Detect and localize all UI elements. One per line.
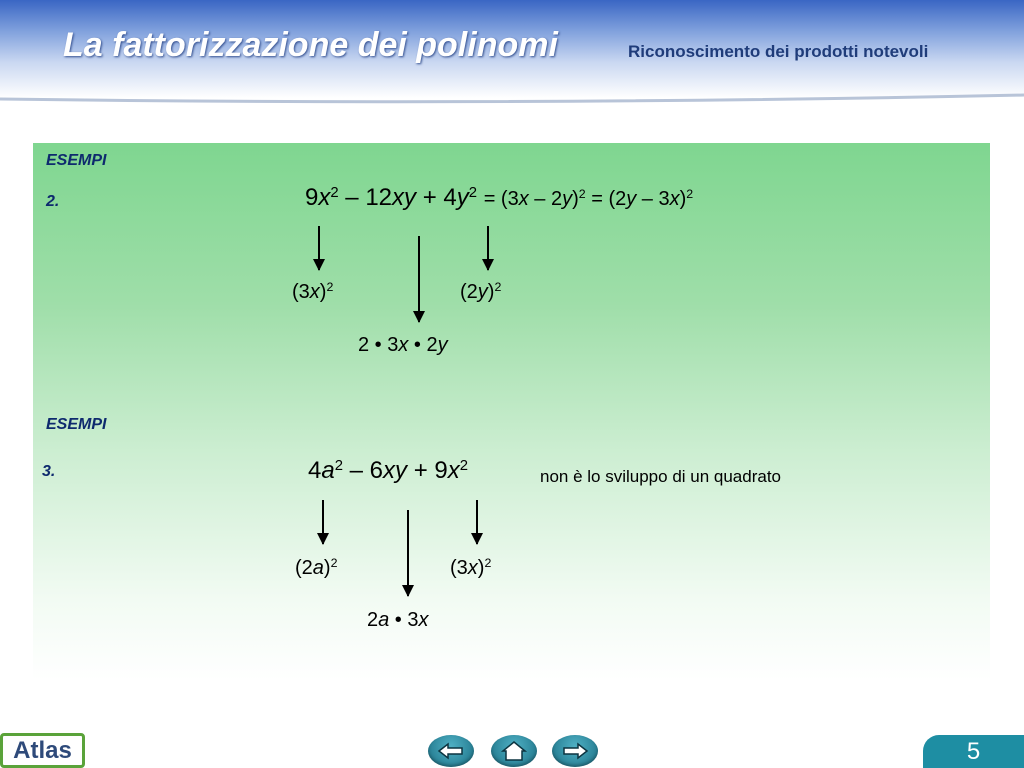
page-number: 5 xyxy=(923,735,1024,768)
atlas-logo: Atlas xyxy=(0,733,85,768)
example-3-note: non è lo sviluppo di un quadrato xyxy=(540,467,782,486)
slide-subtitle: Riconoscimento dei prodotti notevoli xyxy=(628,42,929,61)
example-3-term-right: $(3x)^2$ xyxy=(450,556,492,579)
arrow-right-icon xyxy=(552,735,598,767)
example-3-number: 3. xyxy=(42,463,56,480)
example-2-expression: $9x^2 - 12xy + 4y^2 = (3x - 2y)^2 = (2y - 3x)^2$ xyxy=(305,184,694,211)
example-2-term-left: $(3x)^2$ xyxy=(292,280,334,303)
arrow-left-icon xyxy=(428,735,474,767)
example-2-number: 2. xyxy=(46,193,60,210)
example-3-expression: $4a^2 - 6xy + 9x^2$ xyxy=(308,457,469,484)
header-divider xyxy=(0,93,1024,107)
prev-button[interactable] xyxy=(428,735,474,767)
slide-header xyxy=(0,0,1024,100)
example-2-term-middle: 2 • 3x • 2y xyxy=(358,334,448,356)
home-icon xyxy=(491,735,537,767)
example-2-term-right: $(2y)^2$ xyxy=(460,280,502,303)
home-button[interactable] xyxy=(491,735,537,767)
next-button[interactable] xyxy=(552,735,598,767)
example-2-label: ESEMPI xyxy=(46,152,107,169)
example-3-term-left: $(2a)^2$ xyxy=(295,556,338,579)
examples-panel xyxy=(33,143,990,680)
example-3-term-middle: 2a • 3x xyxy=(367,609,429,631)
example-3-label: ESEMPI xyxy=(46,416,107,433)
slide-title: La fattorizzazione dei polinomi xyxy=(63,26,558,64)
